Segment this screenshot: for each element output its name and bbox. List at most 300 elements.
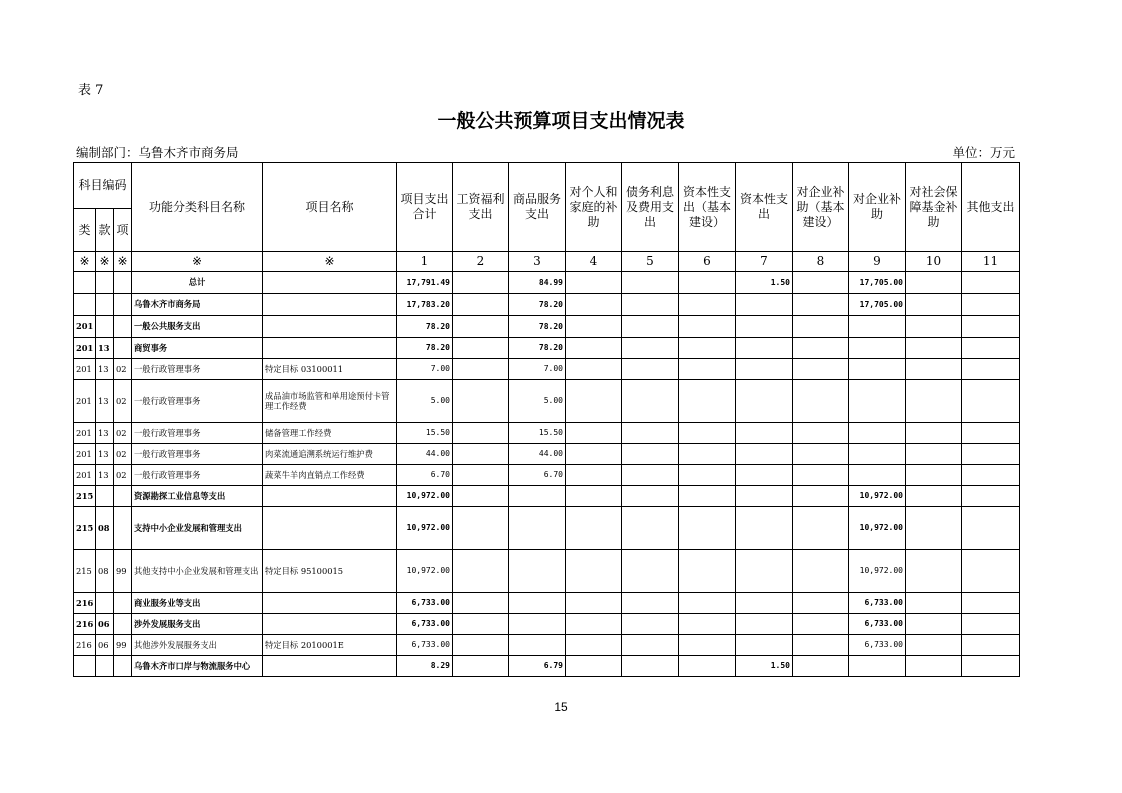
cell-wages: [453, 507, 509, 550]
cell-social: [906, 550, 962, 593]
cell-personal: [566, 380, 622, 423]
cell-wages: [453, 593, 509, 614]
cell-capital-basic: [679, 444, 736, 465]
cell-kuan: 13: [96, 444, 114, 465]
cell-xiang: [114, 316, 132, 338]
cell-ent-basic: [793, 272, 849, 294]
header-debt: 债务利息及费用支出: [622, 163, 679, 252]
cell-ent: 17,705.00: [849, 294, 906, 316]
cell-ent: [849, 423, 906, 444]
cell-personal: [566, 486, 622, 507]
cell-project-name: 特定目标 95100015: [263, 550, 397, 593]
cell-debt: [622, 294, 679, 316]
cell-social: [906, 465, 962, 486]
cell-total: 10,972.00: [397, 486, 453, 507]
cell-personal: [566, 550, 622, 593]
cell-ent: 6,733.00: [849, 593, 906, 614]
cell-kuan: 13: [96, 338, 114, 359]
cell-func-name: 一般行政管理事务: [132, 359, 263, 380]
cell-goods: 84.99: [509, 272, 566, 294]
table-row: [74, 338, 1020, 359]
cell-xiang: 02: [114, 380, 132, 423]
mark-xiang: ※: [114, 252, 132, 272]
cell-debt: [622, 444, 679, 465]
cell-capital: [736, 507, 793, 550]
header-capital: 资本性支出: [736, 163, 793, 252]
cell-social: [906, 507, 962, 550]
cell-xiang: [114, 272, 132, 294]
cell-debt: [622, 550, 679, 593]
cell-kuan: [96, 316, 114, 338]
cell-ent: [849, 444, 906, 465]
cell-xiang: [114, 507, 132, 550]
cell-capital-basic: [679, 465, 736, 486]
cell-xiang: [114, 656, 132, 677]
cell-personal: [566, 614, 622, 635]
cell-xiang: 99: [114, 635, 132, 656]
cell-other: [962, 359, 1020, 380]
table-row: [74, 507, 1020, 550]
cell-capital: [736, 635, 793, 656]
cell-xiang: 99: [114, 550, 132, 593]
cell-social: [906, 294, 962, 316]
cell-lei: 201: [74, 338, 96, 359]
cell-kuan: [96, 272, 114, 294]
cell-social: [906, 486, 962, 507]
cell-func-name: 总计: [132, 272, 263, 294]
cell-capital: 1.50: [736, 272, 793, 294]
cell-total: 8.29: [397, 656, 453, 677]
cell-other: [962, 465, 1020, 486]
cell-other: [962, 507, 1020, 550]
cell-capital: [736, 486, 793, 507]
cell-xiang: [114, 294, 132, 316]
cell-kuan: 13: [96, 380, 114, 423]
cell-personal: [566, 507, 622, 550]
cell-ent: [849, 316, 906, 338]
cell-goods: 44.00: [509, 444, 566, 465]
cell-capital: [736, 550, 793, 593]
cell-wages: [453, 316, 509, 338]
cell-goods: 78.20: [509, 316, 566, 338]
cell-wages: [453, 294, 509, 316]
cell-func-name: 其他涉外发展服务支出: [132, 635, 263, 656]
cell-goods: [509, 550, 566, 593]
header-code-group: 科目编码: [74, 163, 132, 209]
cell-goods: 15.50: [509, 423, 566, 444]
cell-lei: 215: [74, 550, 96, 593]
cell-capital: [736, 614, 793, 635]
cell-ent: [849, 359, 906, 380]
cell-xiang: [114, 338, 132, 359]
cell-goods: [509, 635, 566, 656]
header-ent: 对企业补助: [849, 163, 906, 252]
cell-ent-basic: [793, 294, 849, 316]
cell-social: [906, 423, 962, 444]
cell-project-name: [263, 294, 397, 316]
cell-ent-basic: [793, 486, 849, 507]
table-row: [74, 272, 1020, 294]
cell-lei: [74, 656, 96, 677]
cell-lei: 215: [74, 486, 96, 507]
cell-total: 15.50: [397, 423, 453, 444]
cell-other: [962, 444, 1020, 465]
header-wages: 工资福利支出: [453, 163, 509, 252]
cell-wages: [453, 550, 509, 593]
unit-label: 单位：万元: [952, 145, 1015, 160]
col-num-3: 3: [509, 252, 566, 272]
cell-kuan: 13: [96, 465, 114, 486]
table-row: [74, 316, 1020, 338]
cell-xiang: [114, 614, 132, 635]
cell-social: [906, 272, 962, 294]
cell-lei: 216: [74, 635, 96, 656]
cell-ent-basic: [793, 338, 849, 359]
cell-xiang: 02: [114, 465, 132, 486]
cell-project-name: [263, 614, 397, 635]
cell-ent-basic: [793, 444, 849, 465]
cell-func-name: 一般行政管理事务: [132, 380, 263, 423]
department-label: 编制部门：乌鲁木齐市商务局: [76, 145, 239, 160]
cell-ent: [849, 656, 906, 677]
cell-debt: [622, 635, 679, 656]
cell-ent: 6,733.00: [849, 614, 906, 635]
cell-personal: [566, 593, 622, 614]
cell-ent: 17,705.00: [849, 272, 906, 294]
cell-debt: [622, 593, 679, 614]
cell-lei: 201: [74, 380, 96, 423]
cell-ent: [849, 380, 906, 423]
cell-total: 17,783.20: [397, 294, 453, 316]
cell-ent-basic: [793, 507, 849, 550]
cell-wages: [453, 465, 509, 486]
cell-ent-basic: [793, 593, 849, 614]
cell-kuan: 06: [96, 614, 114, 635]
cell-capital: [736, 338, 793, 359]
header-total: 项目支出合计: [397, 163, 453, 252]
cell-func-name: 商业服务业等支出: [132, 593, 263, 614]
col-num-2: 2: [453, 252, 509, 272]
page-number: 15: [554, 700, 568, 714]
col-num-10: 10: [906, 252, 962, 272]
cell-ent: [849, 465, 906, 486]
cell-project-name: [263, 272, 397, 294]
cell-personal: [566, 359, 622, 380]
cell-kuan: 06: [96, 635, 114, 656]
cell-ent-basic: [793, 465, 849, 486]
cell-ent-basic: [793, 423, 849, 444]
cell-func-name: 其他支持中小企业发展和管理支出: [132, 550, 263, 593]
cell-total: 6,733.00: [397, 635, 453, 656]
cell-capital-basic: [679, 614, 736, 635]
col-num-6: 6: [679, 252, 736, 272]
cell-wages: [453, 423, 509, 444]
cell-social: [906, 593, 962, 614]
cell-capital: [736, 316, 793, 338]
cell-xiang: 02: [114, 359, 132, 380]
cell-other: [962, 316, 1020, 338]
cell-other: [962, 656, 1020, 677]
cell-lei: 201: [74, 316, 96, 338]
table-row: [74, 635, 1020, 656]
cell-xiang: [114, 486, 132, 507]
cell-personal: [566, 316, 622, 338]
cell-social: [906, 656, 962, 677]
cell-social: [906, 444, 962, 465]
cell-debt: [622, 423, 679, 444]
mark-lei: ※: [74, 252, 96, 272]
cell-ent-basic: [793, 550, 849, 593]
table-row: [74, 465, 1020, 486]
cell-wages: [453, 635, 509, 656]
cell-capital-basic: [679, 359, 736, 380]
cell-capital: 1.50: [736, 656, 793, 677]
cell-capital-basic: [679, 316, 736, 338]
col-num-11: 11: [962, 252, 1020, 272]
cell-kuan: [96, 294, 114, 316]
header-func-name: 功能分类科目名称: [132, 163, 263, 252]
cell-personal: [566, 465, 622, 486]
cell-ent: 6,733.00: [849, 635, 906, 656]
cell-other: [962, 294, 1020, 316]
cell-xiang: [114, 593, 132, 614]
cell-personal: [566, 338, 622, 359]
cell-total: 44.00: [397, 444, 453, 465]
cell-capital: [736, 423, 793, 444]
col-num-5: 5: [622, 252, 679, 272]
cell-other: [962, 338, 1020, 359]
cell-goods: 6.70: [509, 465, 566, 486]
cell-ent: 10,972.00: [849, 550, 906, 593]
cell-func-name: 一般公共服务支出: [132, 316, 263, 338]
col-num-9: 9: [849, 252, 906, 272]
cell-xiang: 02: [114, 423, 132, 444]
table-row: [74, 550, 1020, 593]
cell-kuan: 13: [96, 423, 114, 444]
col-num-8: 8: [793, 252, 849, 272]
cell-kuan: 08: [96, 507, 114, 550]
cell-personal: [566, 656, 622, 677]
col-num-4: 4: [566, 252, 622, 272]
cell-project-name: 特定目标 03100011: [263, 359, 397, 380]
cell-project-name: [263, 507, 397, 550]
col-num-7: 7: [736, 252, 793, 272]
cell-project-name: 储备管理工作经费: [263, 423, 397, 444]
header-personal: 对个人和家庭的补助: [566, 163, 622, 252]
cell-other: [962, 614, 1020, 635]
cell-personal: [566, 272, 622, 294]
cell-project-name: [263, 656, 397, 677]
table-row: [74, 294, 1020, 316]
cell-other: [962, 550, 1020, 593]
cell-wages: [453, 272, 509, 294]
cell-social: [906, 380, 962, 423]
cell-project-name: [263, 486, 397, 507]
header-social: 对社会保障基金补助: [906, 163, 962, 252]
cell-xiang: 02: [114, 444, 132, 465]
cell-goods: 7.00: [509, 359, 566, 380]
cell-debt: [622, 656, 679, 677]
cell-social: [906, 338, 962, 359]
cell-debt: [622, 465, 679, 486]
cell-goods: [509, 614, 566, 635]
header-other: 其他支出: [962, 163, 1020, 252]
cell-debt: [622, 507, 679, 550]
cell-kuan: 08: [96, 550, 114, 593]
cell-capital-basic: [679, 380, 736, 423]
cell-kuan: 13: [96, 359, 114, 380]
cell-kuan: [96, 656, 114, 677]
page-title: 一般公共预算项目支出情况表: [437, 110, 685, 132]
cell-social: [906, 359, 962, 380]
cell-capital-basic: [679, 486, 736, 507]
cell-total: 10,972.00: [397, 507, 453, 550]
cell-func-name: 支持中小企业发展和管理支出: [132, 507, 263, 550]
cell-project-name: [263, 316, 397, 338]
cell-wages: [453, 380, 509, 423]
table-row: [74, 593, 1020, 614]
cell-capital: [736, 359, 793, 380]
cell-total: 10,972.00: [397, 550, 453, 593]
cell-wages: [453, 338, 509, 359]
cell-wages: [453, 444, 509, 465]
cell-ent-basic: [793, 359, 849, 380]
cell-personal: [566, 423, 622, 444]
cell-total: 17,791.49: [397, 272, 453, 294]
cell-kuan: [96, 593, 114, 614]
cell-wages: [453, 614, 509, 635]
cell-capital-basic: [679, 423, 736, 444]
table-row: [74, 380, 1020, 423]
table-number: 表 7: [78, 83, 104, 98]
header-xiang: 项: [114, 209, 132, 252]
cell-debt: [622, 380, 679, 423]
cell-func-name: 资源勘探工业信息等支出: [132, 486, 263, 507]
cell-capital-basic: [679, 550, 736, 593]
cell-ent: [849, 338, 906, 359]
cell-func-name: 乌鲁木齐市商务局: [132, 294, 263, 316]
cell-other: [962, 272, 1020, 294]
cell-lei: [74, 294, 96, 316]
cell-personal: [566, 635, 622, 656]
cell-capital: [736, 465, 793, 486]
cell-func-name: 一般行政管理事务: [132, 423, 263, 444]
cell-lei: [74, 272, 96, 294]
cell-total: 78.20: [397, 338, 453, 359]
cell-goods: 6.79: [509, 656, 566, 677]
cell-total: 6.70: [397, 465, 453, 486]
cell-lei: 201: [74, 423, 96, 444]
header-project-name: 项目名称: [263, 163, 397, 252]
cell-capital-basic: [679, 338, 736, 359]
mark-func: ※: [132, 252, 263, 272]
cell-wages: [453, 656, 509, 677]
cell-lei: 216: [74, 614, 96, 635]
cell-debt: [622, 316, 679, 338]
cell-goods: [509, 486, 566, 507]
header-capital-basic: 资本性支出（基本建设）: [679, 163, 736, 252]
cell-ent-basic: [793, 656, 849, 677]
cell-total: 6,733.00: [397, 614, 453, 635]
header-ent-basic: 对企业补助（基本建设）: [793, 163, 849, 252]
cell-debt: [622, 338, 679, 359]
cell-capital-basic: [679, 635, 736, 656]
cell-total: 6,733.00: [397, 593, 453, 614]
cell-ent-basic: [793, 635, 849, 656]
header-lei: 类: [74, 209, 96, 252]
cell-goods: 5.00: [509, 380, 566, 423]
table-row: [74, 444, 1020, 465]
col-num-1: 1: [397, 252, 453, 272]
cell-social: [906, 316, 962, 338]
cell-goods: [509, 593, 566, 614]
cell-func-name: 涉外发展服务支出: [132, 614, 263, 635]
cell-project-name: [263, 593, 397, 614]
cell-project-name: [263, 338, 397, 359]
cell-lei: 215: [74, 507, 96, 550]
cell-project-name: 蔬菜牛羊肉直销点工作经费: [263, 465, 397, 486]
cell-kuan: [96, 486, 114, 507]
cell-capital: [736, 444, 793, 465]
cell-capital-basic: [679, 593, 736, 614]
cell-other: [962, 486, 1020, 507]
cell-other: [962, 423, 1020, 444]
cell-lei: 216: [74, 593, 96, 614]
cell-debt: [622, 359, 679, 380]
table-row: [74, 614, 1020, 635]
cell-personal: [566, 444, 622, 465]
cell-func-name: 乌鲁木齐市口岸与物流服务中心: [132, 656, 263, 677]
cell-debt: [622, 272, 679, 294]
table-row: [74, 656, 1020, 677]
cell-other: [962, 593, 1020, 614]
cell-goods: 78.20: [509, 294, 566, 316]
cell-capital: [736, 294, 793, 316]
cell-goods: 78.20: [509, 338, 566, 359]
cell-capital-basic: [679, 656, 736, 677]
cell-project-name: 特定目标 2010001E: [263, 635, 397, 656]
cell-capital-basic: [679, 507, 736, 550]
cell-func-name: 一般行政管理事务: [132, 465, 263, 486]
cell-lei: 201: [74, 444, 96, 465]
cell-project-name: 成品油市场监管和单用途预付卡管理工作经费: [263, 380, 397, 423]
cell-ent-basic: [793, 380, 849, 423]
cell-lei: 201: [74, 359, 96, 380]
cell-social: [906, 614, 962, 635]
mark-kuan: ※: [96, 252, 114, 272]
cell-other: [962, 635, 1020, 656]
cell-social: [906, 635, 962, 656]
table-row: [74, 423, 1020, 444]
mark-project: ※: [263, 252, 397, 272]
cell-total: 78.20: [397, 316, 453, 338]
header-kuan: 款: [96, 209, 114, 252]
cell-goods: [509, 507, 566, 550]
cell-debt: [622, 614, 679, 635]
cell-func-name: 商贸事务: [132, 338, 263, 359]
cell-wages: [453, 486, 509, 507]
cell-ent-basic: [793, 614, 849, 635]
header-goods: 商品服务支出: [509, 163, 566, 252]
cell-ent-basic: [793, 316, 849, 338]
cell-debt: [622, 486, 679, 507]
cell-capital-basic: [679, 272, 736, 294]
cell-project-name: 肉菜流通追溯系统运行维护费: [263, 444, 397, 465]
cell-capital: [736, 593, 793, 614]
cell-total: 5.00: [397, 380, 453, 423]
cell-ent: 10,972.00: [849, 507, 906, 550]
budget-table: [73, 162, 1020, 677]
